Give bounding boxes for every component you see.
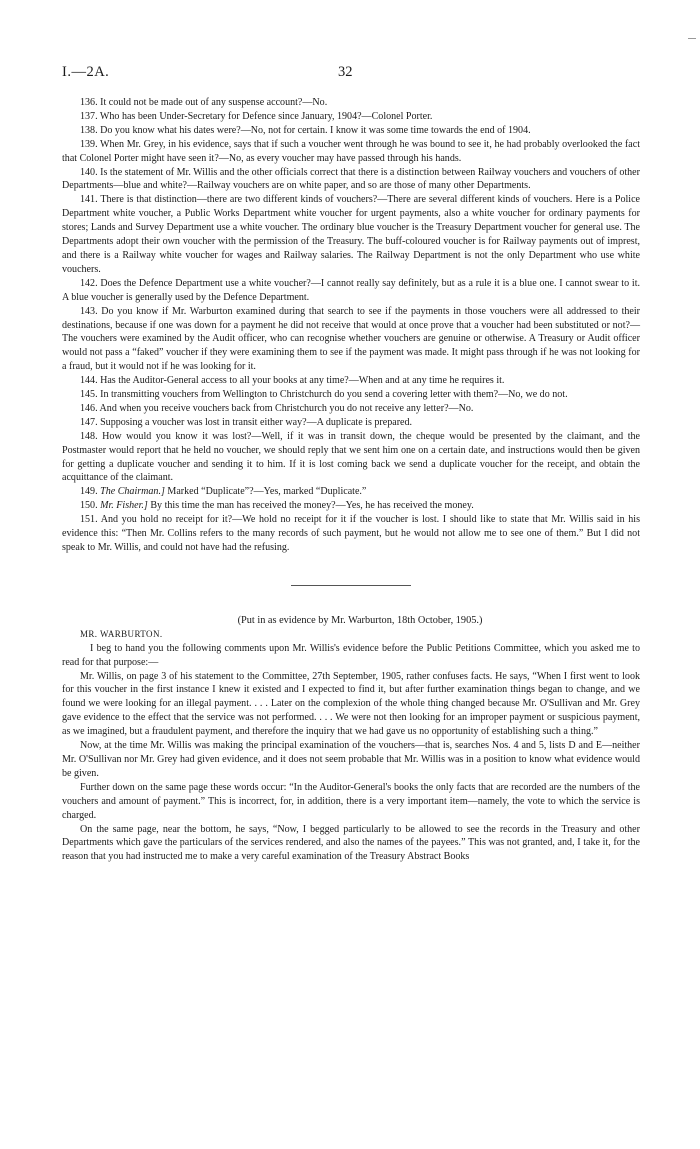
speaker-label: The Chairman.] xyxy=(100,486,165,498)
question-149 xyxy=(62,485,640,499)
parliamentary-paper-reference: I.—2A. xyxy=(62,64,110,80)
speaker-label: Mr. Fisher.] xyxy=(100,500,148,512)
evidence-paragraph: On the same page, near the bottom, he says, “Now, I begged particularly to be allowed to see the records in the Treasury and other Departments which gave the particulars of the services rendered, and also the names of the payees.” This was not granted, and, I take it, for the reason that you had instructed me to make a very careful examination of the Treasury Abstract Books xyxy=(62,823,640,863)
question-147: 147. Supposing a voucher was lost in transit either way?—A duplicate is prepared. xyxy=(80,416,413,428)
letter-addressee: MR. WARBURTON. xyxy=(80,628,163,639)
question-text: Marked “Duplicate”?—Yes, marked “Duplicate.” xyxy=(164,486,367,498)
question-151: 151. And you hold no receipt for it?—We hold no receipt for it if the voucher is lost. I should like to state that Mr. Willis said in his evidence this: “Then Mr. Collins refers to the many records of such payment, but he would not allow me to see one of them.” But I did not speak to Mr. Willis, and could not have had the refusing. xyxy=(62,514,640,553)
question-148: 148. How would you know it was lost?—Well, if it was in transit down, the cheque would be presented by the claimant, and the Postmaster would report that he held no voucher, we should reply that we sent him one on a certain date, and instructions would then be given for getting a duplicate voucher and sending it to him. If it is lost coming back we send a duplicate voucher for the receipt, and obtain the acquittance of the claimant. xyxy=(62,430,640,484)
evidence-paragraph: Mr. Willis, on page 3 of his statement to the Committee, 27th September, 1905, rather confuses facts. He says, “When I first went to look for this voucher in the first instance I knew it existed and I expected to find it, but after further examination things began to change, and we found we were looking for an illegal payment. . . . Later on the complexion of the whole thing changed because Mr. O'Sullivan and Mr. Grey gave evidence to the effect that the service was not performed. . . . We were not then looking for an improper payment or suspicious payment, as we imagined, but a fraudulent payment, and therefore the inquiry that we had gave us no opportunity of establishing such a thing.” xyxy=(62,670,640,738)
question-139: 139. When Mr. Grey, in his evidence, says that if such a voucher went through he was bound to see it, he had probably overlooked the fact that Colonel Porter might have seen it?—No, as every voucher may have passed through his hands. xyxy=(62,138,640,164)
margin-mark xyxy=(688,38,696,39)
question-141: 141. There is that distinction—there are two different kinds of vouchers?—There are several different kinds of vouchers. Here is a Police Department white voucher, a Public Works Department white voucher for urgent payments, also a white voucher for ordinary payments for stores; Lands and Survey Department use a white voucher. The ordinary blue voucher is the Treasury Department voucher for general use. The Departments adopt their own voucher with the permission of the Treasury. The buff-coloured voucher is for Railway payments out of imprest, and there is a Railway white voucher for wages and Railway salaries. The Railway Department is not the only Department who use white vouchers. xyxy=(62,194,640,275)
question-138: 138. Do you know what his dates were?—No, not for certain. I know it was some time towards the end of 1904. xyxy=(80,124,531,136)
document-body xyxy=(62,96,640,864)
evidence-note: (Put in as evidence by Mr. Warburton, 18th October, 1905.) xyxy=(237,614,483,626)
question-136: 136. It could not be made out of any suspense account?—No. xyxy=(80,97,328,108)
question-146: 146. And when you receive vouchers back from Christchurch you do not receive any letter?—No. xyxy=(80,402,474,414)
page-number: 32 xyxy=(338,64,353,80)
section-divider xyxy=(291,585,411,586)
page-header xyxy=(62,64,640,86)
question-142: 142. Does the Defence Department use a white voucher?—I cannot really say definitely, but as a rule it is a blue one. I cannot swear to it. A blue voucher is generally used by the Defence Department. xyxy=(62,277,640,303)
question-text: By this time the man has received the money?—Yes, he has received the money. xyxy=(147,500,474,512)
question-140: 140. Is the statement of Mr. Willis and the other officials correct that there is a distinction between Railway vouchers and vouchers of other Departments—blue and white?—Railway vouchers are on white paper, and so are those of many other Departments. xyxy=(62,166,640,192)
question-144: 144. Has the Auditor-General access to all your books at any time?—When and at any time he requires it. xyxy=(80,375,505,387)
question-number: 149. xyxy=(80,486,98,498)
question-145: 145. In transmitting vouchers from Wellington to Christchurch do you send a covering letter with them?—No, we do not. xyxy=(80,389,568,401)
evidence-paragraph: Further down on the same page these words occur: “In the Auditor-General's books the only facts that are recorded are the numbers of the vouchers and amount of payment.” This is incorrect, for, in addition, there is a very important item—namely, the vote to which the service is charged. xyxy=(62,781,640,821)
question-number: 150. xyxy=(80,500,98,512)
evidence-paragraph: I beg to hand you the following comments upon Mr. Willis's evidence before the Public Petitions Committee, which you asked me to read for that purpose:— xyxy=(62,642,640,668)
question-137: 137. Who has been Under-Secretary for Defence since January, 1904?—Colonel Porter. xyxy=(80,110,433,122)
question-150 xyxy=(62,499,640,513)
evidence-paragraph: Now, at the time Mr. Willis was making the principal examination of the vouchers—that is, searches Nos. 4 and 5, lists D and E—neither Mr. O'Sullivan nor Mr. Grey had given evidence, and it does not seem probable that Mr. Willis was in a position to know what evidence would be given. xyxy=(62,740,640,779)
question-143: 143. Do you know if Mr. Warburton examined during that search to see if the payments in those vouchers were all addressed to their destinations, because if one was down for a payment he did not receive that would at once prove that a voucher had been substituted or not?—The vouchers were examined by the Audit officer, who can recognise whether vouchers are genuine or otherwise. A Treasury or Audit officer would not pass a “faked” voucher if they were examining them to see if the payment was made. It might pass through if he was not looking for a fraud, but it would not if he was looking for it. xyxy=(62,305,640,373)
